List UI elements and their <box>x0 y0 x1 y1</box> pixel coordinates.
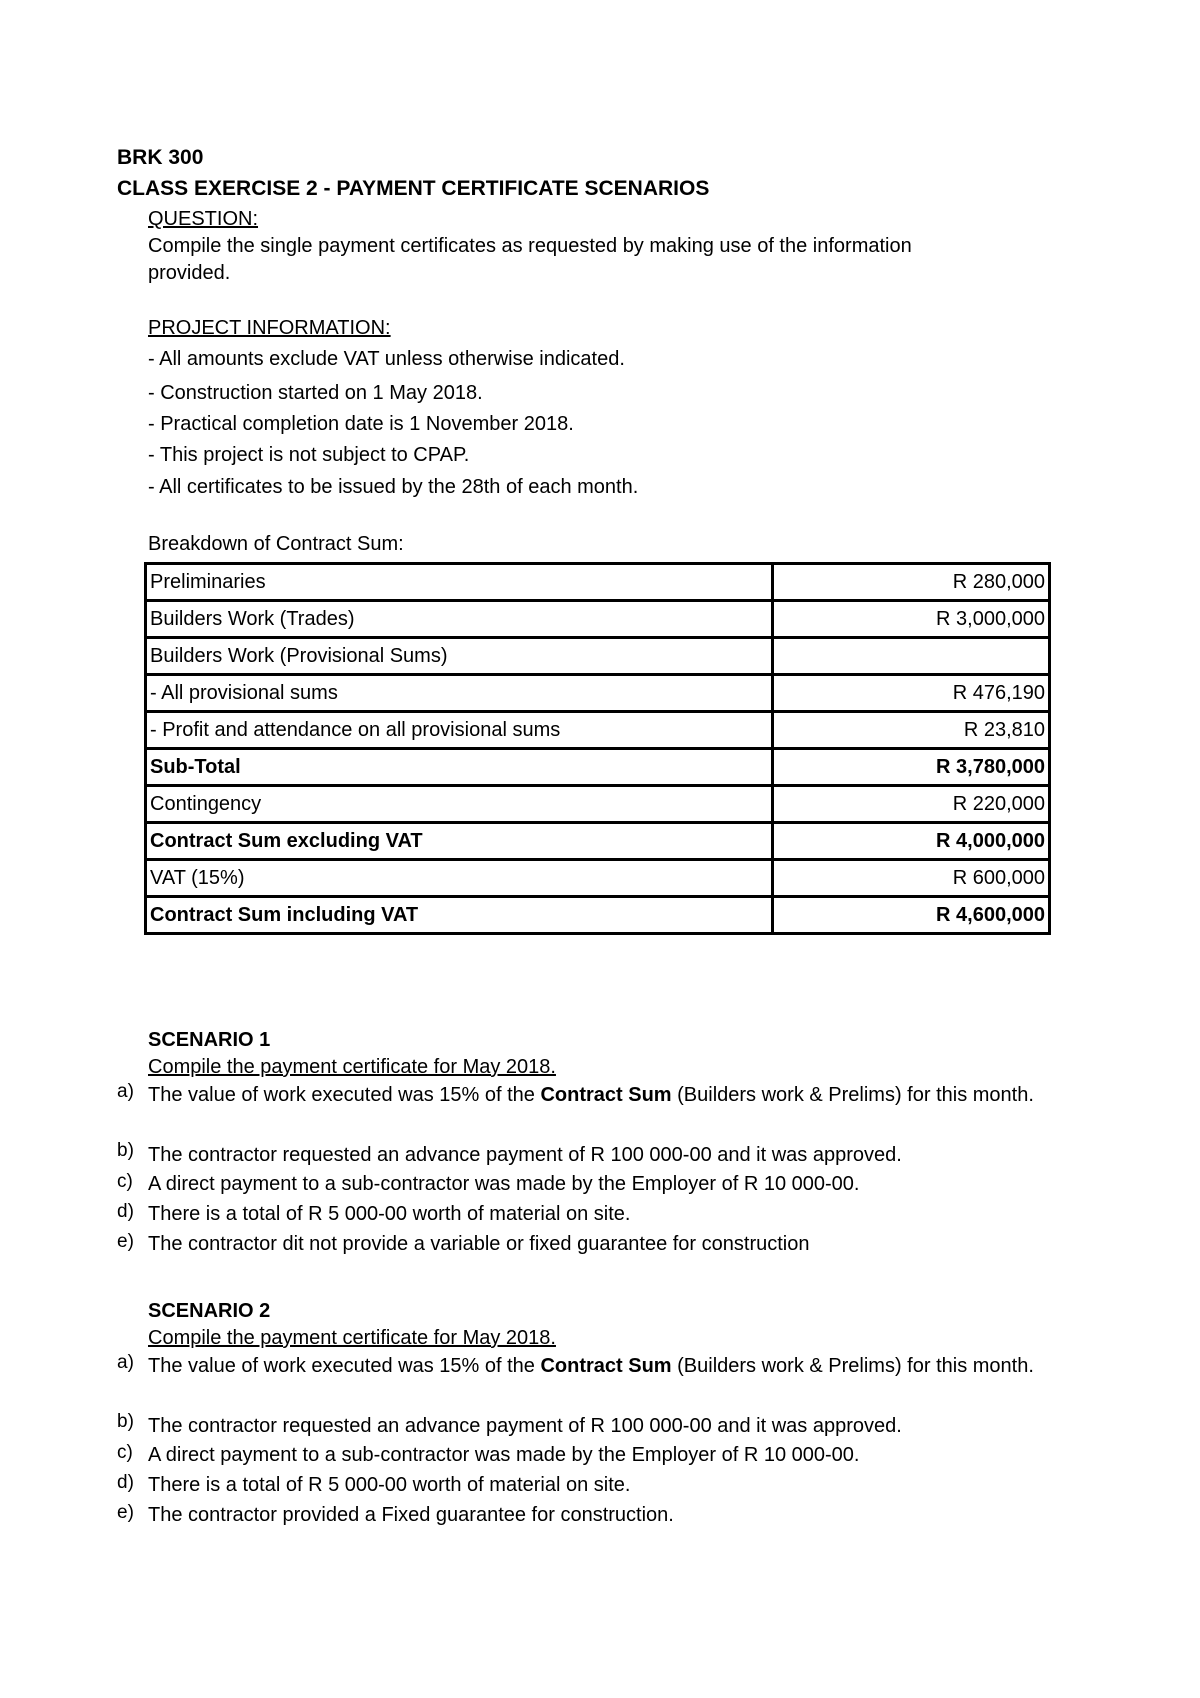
row-label: Contract Sum including VAT <box>146 897 773 934</box>
question-heading: QUESTION: <box>148 208 259 230</box>
row-label: Builders Work (Provisional Sums) <box>146 638 773 675</box>
item-text-part: (Builders work & Prelims) for this month. <box>671 1084 1034 1106</box>
row-amount: R 4,000,000 <box>773 823 1050 860</box>
row-amount: R 23,810 <box>773 712 1050 749</box>
contract-sum-table <box>144 562 1051 935</box>
scenario2-subtitle: Compile the payment certificate for May 2018. <box>148 1327 556 1349</box>
scenario1-subtitle: Compile the payment certificate for May 2018. <box>148 1056 556 1078</box>
scenario2-item-b: The contractor requested an advance payment of R 100 000-00 and it was approved. <box>148 1415 902 1437</box>
item-text-part: The value of work executed was 15% of the <box>148 1355 541 1377</box>
scenario2-item-a-letter: a) <box>117 1352 134 1373</box>
row-label: VAT (15%) <box>146 860 773 897</box>
item-text-part: The value of work executed was 15% of the <box>148 1084 541 1106</box>
scenario1-item-e-letter: e) <box>117 1231 134 1252</box>
row-amount: R 280,000 <box>773 564 1050 601</box>
row-amount: R 600,000 <box>773 860 1050 897</box>
table-row <box>146 675 1050 712</box>
scenario1-item-c: A direct payment to a sub-contractor was made by the Employer of R 10 000-00. <box>148 1173 860 1195</box>
scenario1-item-b-letter: b) <box>117 1140 134 1161</box>
scenario2-item-e: The contractor provided a Fixed guarantee for construction. <box>148 1504 674 1526</box>
row-label: Builders Work (Trades) <box>146 601 773 638</box>
scenario1-item-d-letter: d) <box>117 1201 134 1222</box>
scenario1-item-a <box>148 1081 1048 1109</box>
scenario1-item-e: The contractor dit not provide a variable or fixed guarantee for construction <box>148 1233 810 1255</box>
row-amount: R 220,000 <box>773 786 1050 823</box>
row-amount: R 3,780,000 <box>773 749 1050 786</box>
table-row <box>146 786 1050 823</box>
scenario1-item-b: The contractor requested an advance payment of R 100 000-00 and it was approved. <box>148 1144 902 1166</box>
row-label: - Profit and attendance on all provisional sums <box>146 712 773 749</box>
table-row <box>146 860 1050 897</box>
scenario1-item-a-letter: a) <box>117 1081 134 1102</box>
project-info-item: - This project is not subject to CPAP. <box>148 444 470 466</box>
course-code: BRK 300 <box>117 146 204 169</box>
row-label: - All provisional sums <box>146 675 773 712</box>
item-text-bold: Contract Sum <box>540 1355 672 1377</box>
scenario2-item-d: There is a total of R 5 000-00 worth of material on site. <box>148 1474 631 1496</box>
table-row-subtotal <box>146 749 1050 786</box>
scenario2-item-a <box>148 1352 1048 1380</box>
table-row-total-incl-vat <box>146 897 1050 934</box>
project-info-item: - All amounts exclude VAT unless otherwise indicated. <box>148 348 625 370</box>
question-text-line1: Compile the single payment certificates as requested by making use of the information <box>148 235 912 257</box>
scenario1-title: SCENARIO 1 <box>148 1029 271 1051</box>
row-label: Preliminaries <box>146 564 773 601</box>
scenario1-item-d: There is a total of R 5 000-00 worth of material on site. <box>148 1203 631 1225</box>
table-row <box>146 638 1050 675</box>
breakdown-heading: Breakdown of Contract Sum: <box>148 533 404 555</box>
scenario2-item-e-letter: e) <box>117 1502 134 1523</box>
row-label: Contingency <box>146 786 773 823</box>
table-row-total-excl-vat <box>146 823 1050 860</box>
question-text-line2: provided. <box>148 262 231 284</box>
project-info-item: - Practical completion date is 1 November 2018. <box>148 413 574 435</box>
row-amount <box>773 638 1050 675</box>
project-info-item: - Construction started on 1 May 2018. <box>148 382 483 404</box>
scenario2-item-d-letter: d) <box>117 1472 134 1493</box>
row-amount: R 4,600,000 <box>773 897 1050 934</box>
item-text-bold: Contract Sum <box>540 1084 672 1106</box>
row-label: Contract Sum excluding VAT <box>146 823 773 860</box>
scenario2-title: SCENARIO 2 <box>148 1300 271 1322</box>
project-info-item: - All certificates to be issued by the 28th of each month. <box>148 476 639 498</box>
scenario2-item-c-letter: c) <box>117 1442 133 1463</box>
row-label: Sub-Total <box>146 749 773 786</box>
scenario1-item-c-letter: c) <box>117 1171 133 1192</box>
scenario2-item-c: A direct payment to a sub-contractor was made by the Employer of R 10 000-00. <box>148 1444 860 1466</box>
row-amount: R 476,190 <box>773 675 1050 712</box>
table-row <box>146 601 1050 638</box>
scenario2-item-b-letter: b) <box>117 1411 134 1432</box>
row-amount: R 3,000,000 <box>773 601 1050 638</box>
project-info-heading: PROJECT INFORMATION: <box>148 317 391 339</box>
item-text-part: (Builders work & Prelims) for this month. <box>671 1355 1034 1377</box>
table-row <box>146 564 1050 601</box>
table-row <box>146 712 1050 749</box>
page-title: CLASS EXERCISE 2 - PAYMENT CERTIFICATE SCENARIOS <box>117 177 710 200</box>
